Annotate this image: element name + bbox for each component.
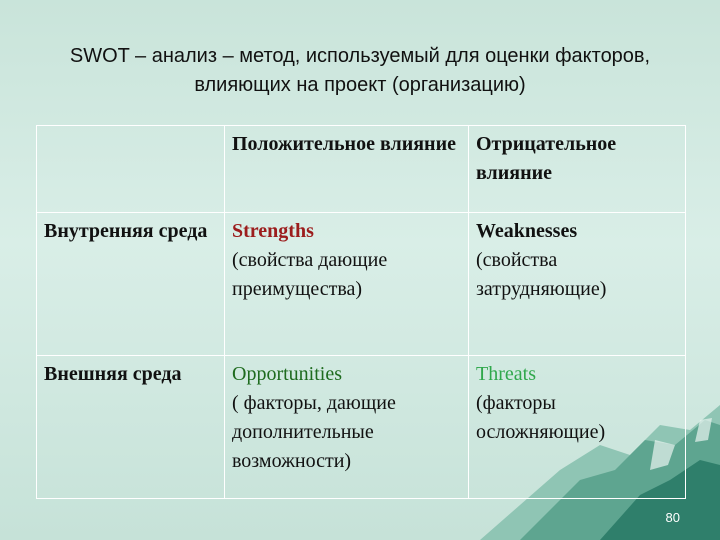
strengths-desc: (свойства дающие преимущества) <box>232 249 388 300</box>
table-row <box>37 356 686 499</box>
threats-label: Threats <box>476 363 536 385</box>
table-row <box>37 213 686 356</box>
swot-table <box>36 125 686 499</box>
strengths-cell <box>225 213 469 356</box>
weaknesses-cell <box>469 213 686 356</box>
row-label-internal: Внутренняя среда <box>37 213 225 356</box>
weaknesses-desc: (свойства затрудняющие) <box>476 249 607 300</box>
row-label-external: Внешняя среда <box>37 356 225 499</box>
title-line-2: влияющих на проект (организацию) <box>194 74 526 96</box>
title-line-1: SWOT – анализ – метод, используемый для оценки факторов, <box>69 45 651 67</box>
weaknesses-label: Weaknesses <box>476 220 578 242</box>
threats-desc: (факторы осложняющие) <box>476 392 606 443</box>
table-header-row <box>37 126 686 213</box>
slide-title <box>0 42 720 100</box>
header-positive: Положительное влияние <box>225 126 469 213</box>
opportunities-desc: ( факторы, дающие дополнительные возможности) <box>232 392 396 472</box>
page-number: 80 <box>665 510 680 525</box>
opportunities-cell <box>225 356 469 499</box>
corner-cell <box>37 126 225 213</box>
threats-cell <box>469 356 686 499</box>
strengths-label: Strengths <box>232 220 314 242</box>
header-negative: Отрицательное влияние <box>469 126 686 213</box>
opportunities-label: Opportunities <box>232 363 342 385</box>
